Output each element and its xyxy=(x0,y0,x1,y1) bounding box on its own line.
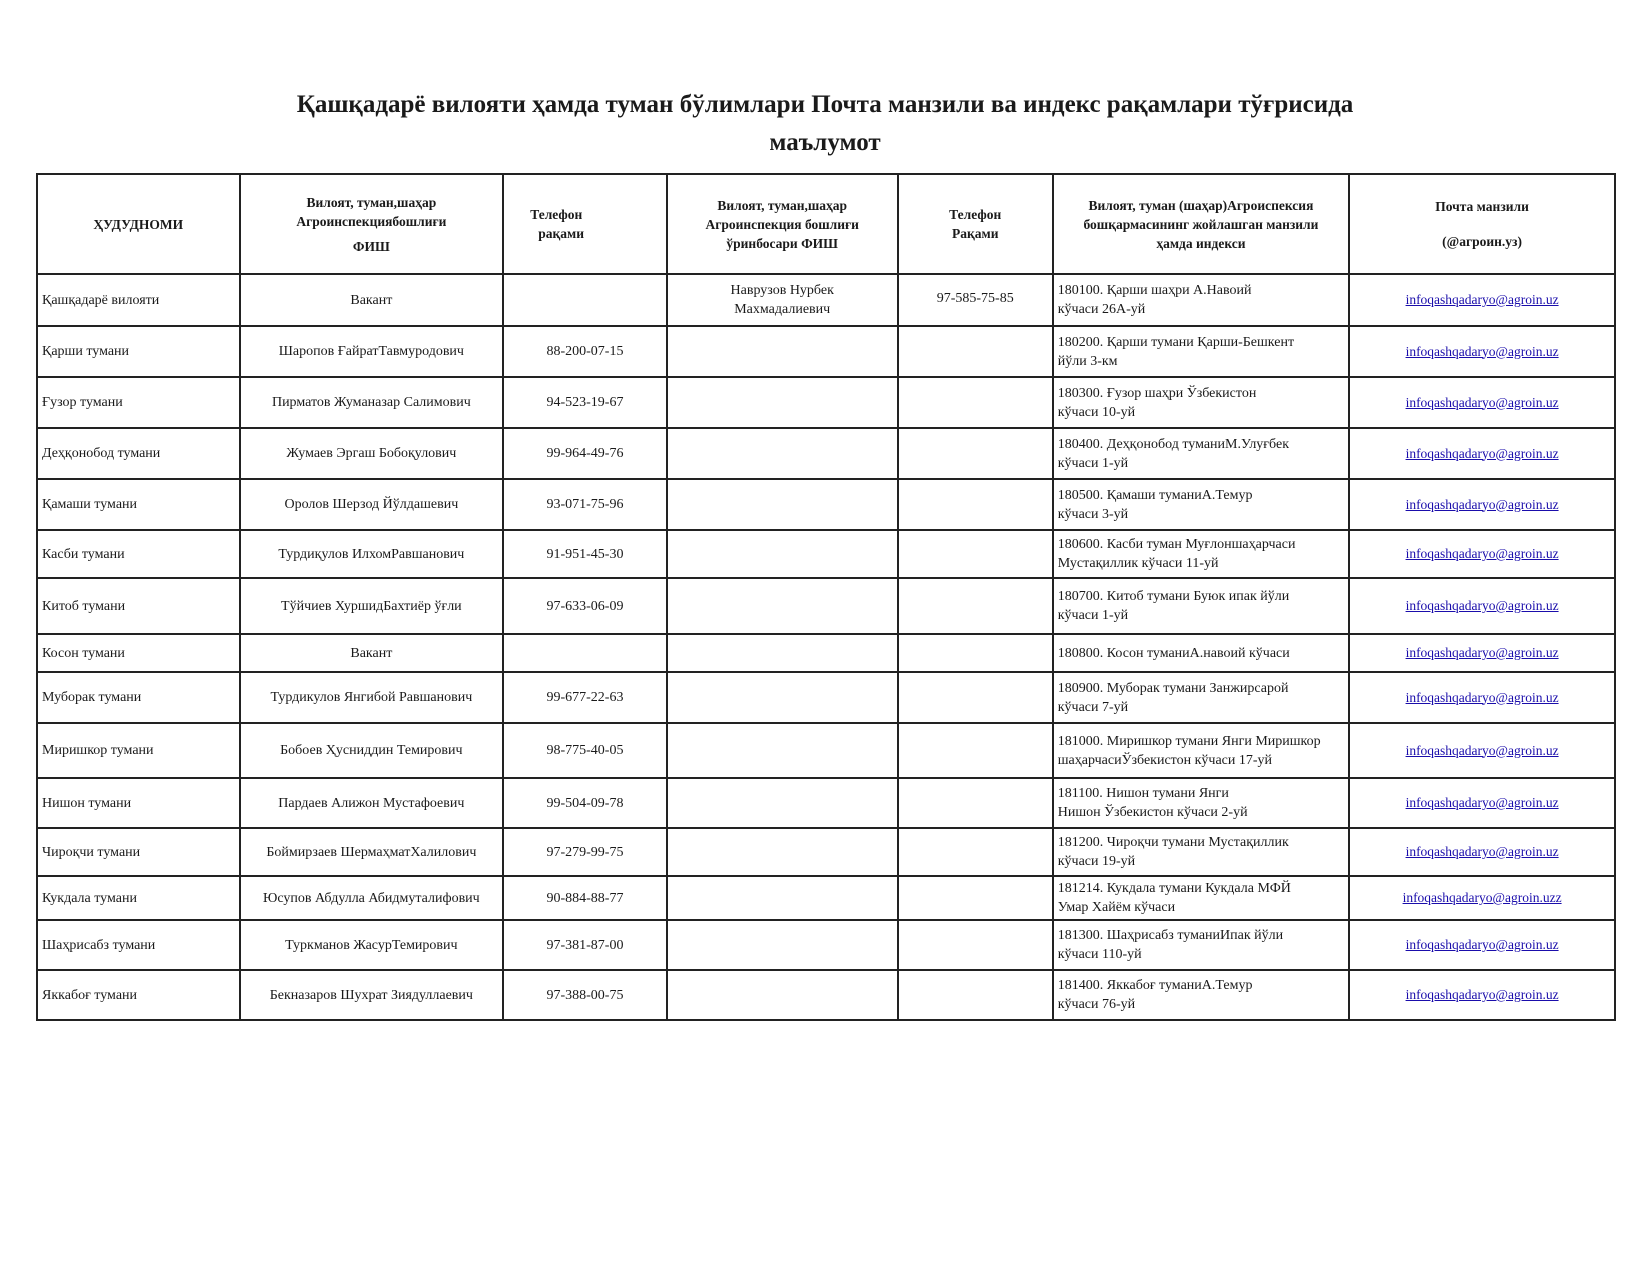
phone-cell xyxy=(503,428,666,479)
header-phone-line1: Телефон xyxy=(530,207,583,222)
region-name: Косон тумани xyxy=(42,645,125,661)
header-deputy-name xyxy=(667,174,898,274)
phone-cell xyxy=(503,876,666,920)
table-row xyxy=(37,672,1615,723)
title-line-1: Қашқадарё вилояти ҳамда туман бўлимлари Почта манзили ва индекс рақамлари тўғрисида xyxy=(296,91,1354,118)
region-cell xyxy=(37,876,240,920)
region-name: Кукдала тумани xyxy=(42,890,137,906)
address-cell xyxy=(1053,326,1349,377)
head-name-cell xyxy=(240,274,504,326)
address-line2: кўчаси 26А-уй xyxy=(1057,302,1146,317)
phone-cell xyxy=(503,672,666,723)
header-phone2-line1: Телефон xyxy=(949,207,1002,222)
region-name: Қамаши тумани xyxy=(42,497,138,512)
address-line1: 181100. Нишон тумани Янги xyxy=(1057,786,1229,801)
title-line-2: маълумот xyxy=(769,129,881,156)
deputy-name-cell xyxy=(667,634,898,672)
phone2-cell xyxy=(898,428,1053,479)
deputy-name-cell xyxy=(667,828,898,876)
head-name-cell xyxy=(240,723,504,778)
email-link[interactable]: infoqashqadaryo@agroin.uz xyxy=(1405,546,1559,561)
phone-cell xyxy=(503,920,666,970)
header-post-line1: Почта манзили xyxy=(1435,199,1529,214)
head-name-cell xyxy=(240,970,504,1020)
header-phone-2 xyxy=(898,174,1053,274)
phone-cell xyxy=(503,828,666,876)
address-line2: кўчаси 1-уй xyxy=(1057,455,1129,471)
phone-number: 99-504-09-78 xyxy=(546,795,624,811)
head-name-cell xyxy=(240,578,504,634)
table-header-row xyxy=(37,174,1615,274)
address-line2: шаҳарчасиЎзбекистон кўчаси 17-уй xyxy=(1057,752,1273,768)
region-cell xyxy=(37,634,240,672)
phone-cell xyxy=(503,326,666,377)
head-name-cell xyxy=(240,326,504,377)
phone-cell xyxy=(503,778,666,828)
region-name: Ғузор тумани xyxy=(42,395,123,410)
address-line1: 180300. Ғузор шаҳри Ўзбекистон xyxy=(1057,385,1257,401)
address-cell xyxy=(1053,876,1349,920)
deputy-name-cell xyxy=(667,970,898,1020)
head-name-cell xyxy=(240,530,504,578)
region-name: Шаҳрисабз тумани xyxy=(42,937,156,953)
head-name: Боймирзаев ШермаҳматХалилович xyxy=(266,844,477,860)
document-title xyxy=(0,86,1650,162)
address-cell xyxy=(1053,920,1349,970)
phone-cell xyxy=(503,634,666,672)
region-cell xyxy=(37,428,240,479)
address-cell xyxy=(1053,723,1349,778)
head-name: Туркманов ЖасурТемирович xyxy=(285,937,458,953)
head-name: Пирматов Жуманазар Салимович xyxy=(271,395,471,410)
table-row xyxy=(37,428,1615,479)
email-cell xyxy=(1349,778,1615,828)
header-phone-line2: рақами xyxy=(538,226,584,241)
address-line1: 180400. Деҳқонобод туманиМ.Улуғбек xyxy=(1057,436,1289,452)
address-line2: кўчаси 19-уй xyxy=(1057,854,1136,869)
email-cell xyxy=(1349,274,1615,326)
email-link[interactable]: infoqashqadaryo@agroin.uzz xyxy=(1402,890,1562,905)
address-cell xyxy=(1053,377,1349,428)
phone-number: 97-388-00-75 xyxy=(546,987,624,1003)
address-line1: 180800. Косон туманиА.навоий кўчаси xyxy=(1057,645,1290,661)
phone-number: 99-964-49-76 xyxy=(546,446,624,461)
header-address-line3: ҳамда индекси xyxy=(1156,235,1246,251)
head-name: Жумаев Эргаш Бобоқулович xyxy=(286,446,457,461)
phone2-cell xyxy=(898,723,1053,778)
region-name: Чироқчи тумани xyxy=(42,844,141,860)
phone2-number: 97-585-75-85 xyxy=(936,291,1014,306)
address-cell xyxy=(1053,530,1349,578)
phone-number: 90-884-88-77 xyxy=(546,890,624,906)
phone-number: 99-677-22-63 xyxy=(546,690,624,705)
header-address-line1: Вилоят, туман (шаҳар)Агроиспексия xyxy=(1088,197,1314,213)
region-cell xyxy=(37,672,240,723)
email-link[interactable]: infoqashqadaryo@agroin.uz xyxy=(1405,496,1559,512)
phone-cell xyxy=(503,970,666,1020)
address-cell xyxy=(1053,970,1349,1020)
address-line1: 181400. Яккабоғ туманиА.Темур xyxy=(1057,978,1253,993)
phone-cell xyxy=(503,377,666,428)
address-cell xyxy=(1053,672,1349,723)
table-row xyxy=(37,479,1615,530)
address-line1: 180500. Қамаши туманиА.Темур xyxy=(1057,487,1253,503)
table-row xyxy=(37,723,1615,778)
phone-number: 97-279-99-75 xyxy=(546,844,624,860)
header-head-name xyxy=(240,174,504,274)
address-line1: 180600. Касби туман Муғлоншаҳарчаси xyxy=(1057,537,1296,552)
header-head-line1: Вилоят, туман,шаҳар xyxy=(306,194,437,210)
email-link[interactable]: infoqashqadaryo@agroin.uz xyxy=(1405,937,1559,952)
region-cell xyxy=(37,530,240,578)
region-cell xyxy=(37,970,240,1020)
address-cell xyxy=(1053,634,1349,672)
email-cell xyxy=(1349,828,1615,876)
phone-number: 91-951-45-30 xyxy=(546,546,624,562)
head-name: Юсупов Абдулла Абидмуталифович xyxy=(263,890,480,906)
header-address-line2: бошқармасининг жойлашган манзили xyxy=(1083,216,1319,232)
email-link[interactable]: infoqashqadaryo@agroin.uz xyxy=(1405,844,1559,859)
email-cell xyxy=(1349,326,1615,377)
region-cell xyxy=(37,326,240,377)
deputy-name-cell xyxy=(667,723,898,778)
address-line2: Умар Хайём кўчаси xyxy=(1057,900,1176,915)
deputy-name-cell xyxy=(667,876,898,920)
phone2-cell xyxy=(898,920,1053,970)
region-name: Нишон тумани xyxy=(42,795,132,811)
phone2-cell xyxy=(898,377,1053,428)
phone-number: 93-071-75-96 xyxy=(546,497,624,512)
phone2-cell xyxy=(898,672,1053,723)
deputy-name-cell xyxy=(667,479,898,530)
address-line1: 180200. Қарши тумани Қарши-Бешкент xyxy=(1057,334,1295,350)
phone2-cell xyxy=(898,530,1053,578)
address-line2: кўчаси 1-уй xyxy=(1057,608,1129,623)
phone-number: 88-200-07-15 xyxy=(546,344,624,359)
region-name: Муборак тумани xyxy=(42,690,142,705)
email-link[interactable]: infoqashqadaryo@agroin.uz xyxy=(1405,987,1559,1002)
address-cell xyxy=(1053,274,1349,326)
header-phone2-line2: Рақами xyxy=(951,226,999,241)
region-cell xyxy=(37,479,240,530)
email-cell xyxy=(1349,672,1615,723)
table-row xyxy=(37,920,1615,970)
email-cell xyxy=(1349,428,1615,479)
address-line2: кўчаси 7-уй xyxy=(1057,699,1129,715)
head-name: Турдиқулов ИлхомРавшанович xyxy=(278,546,465,562)
table-row xyxy=(37,970,1615,1020)
address-line1: 181000. Миришкор тумани Янги Миришкор xyxy=(1057,733,1321,749)
header-post-line2: (@агроин.уз) xyxy=(1442,234,1522,249)
head-name: Турдикулов Янгибой Равшанович xyxy=(270,690,473,705)
phone-number: 97-633-06-09 xyxy=(546,598,624,614)
address-line2: кўчаси 10-уй xyxy=(1057,404,1136,420)
email-link[interactable]: infoqashqadaryo@agroin.uz xyxy=(1405,598,1559,613)
deputy-name-cell xyxy=(667,377,898,428)
header-head-line3: ФИШ xyxy=(352,238,390,254)
header-deputy-line1: Вилоят, туман,шаҳар xyxy=(717,197,848,213)
table-row xyxy=(37,530,1615,578)
deputy-name-cell xyxy=(667,428,898,479)
phone2-cell xyxy=(898,970,1053,1020)
header-phone xyxy=(503,174,666,274)
phone-cell xyxy=(503,530,666,578)
region-cell xyxy=(37,920,240,970)
table-body xyxy=(37,274,1615,1020)
deputy-name-cell xyxy=(667,778,898,828)
email-cell xyxy=(1349,530,1615,578)
region-cell xyxy=(37,274,240,326)
deputy-name-line2: Махмадалиевич xyxy=(734,302,831,317)
phone-cell xyxy=(503,723,666,778)
address-cell xyxy=(1053,428,1349,479)
header-deputy-line3: ўринбосари ФИШ xyxy=(726,235,839,251)
header-region-label: ҲУДУДНОМИ xyxy=(93,216,184,232)
phone2-cell xyxy=(898,634,1053,672)
email-link[interactable]: infoqashqadaryo@agroin.uz xyxy=(1405,689,1559,705)
deputy-name-cell xyxy=(667,672,898,723)
header-post-address xyxy=(1349,174,1615,274)
head-name-cell xyxy=(240,377,504,428)
offices-table xyxy=(36,173,1616,1021)
address-cell xyxy=(1053,578,1349,634)
phone-cell xyxy=(503,274,666,326)
head-name: Бобоев Ҳусниддин Темирович xyxy=(280,743,463,758)
email-link[interactable]: infoqashqadaryo@agroin.uz xyxy=(1405,445,1559,461)
region-cell xyxy=(37,828,240,876)
region-cell xyxy=(37,778,240,828)
head-name-cell xyxy=(240,828,504,876)
header-address xyxy=(1053,174,1349,274)
table-row xyxy=(37,778,1615,828)
deputy-name-cell xyxy=(667,326,898,377)
phone2-cell xyxy=(898,274,1053,326)
head-name-cell xyxy=(240,920,504,970)
head-name-cell xyxy=(240,634,504,672)
head-name: Вакант xyxy=(350,292,393,308)
email-link[interactable]: infoqashqadaryo@agroin.uz xyxy=(1405,292,1559,307)
email-link[interactable]: infoqashqadaryo@agroin.uz xyxy=(1405,795,1559,810)
region-name: Қашқадарё вилояти xyxy=(42,292,160,308)
address-line2: кўчаси 110-уй xyxy=(1057,947,1142,962)
address-line2: кўчаси 3-уй xyxy=(1057,506,1129,522)
table-row xyxy=(37,274,1615,326)
table-row xyxy=(37,828,1615,876)
email-cell xyxy=(1349,920,1615,970)
address-line1: 181200. Чироқчи тумани Мустақиллик xyxy=(1057,835,1289,850)
phone2-cell xyxy=(898,578,1053,634)
address-line1: 180100. Қарши шаҳри А.Навоий xyxy=(1057,283,1252,298)
address-line2: Нишон Ўзбекистон кўчаси 2-уй xyxy=(1057,805,1248,820)
table-row xyxy=(37,876,1615,920)
head-name: Бекназаров Шухрат Зиядуллаевич xyxy=(269,987,473,1003)
email-cell xyxy=(1349,479,1615,530)
address-line2: Мустақиллик кўчаси 11-уй xyxy=(1057,556,1219,571)
region-name: Миришкор тумани xyxy=(42,743,154,758)
address-line1: 180700. Китоб тумани Буюк ипак йўли xyxy=(1057,589,1290,604)
email-cell xyxy=(1349,723,1615,778)
email-link[interactable]: infoqashqadaryo@agroin.uz xyxy=(1405,742,1559,758)
address-line1: 180900. Муборак тумани Занжирсарой xyxy=(1057,680,1289,696)
email-cell xyxy=(1349,970,1615,1020)
table-row xyxy=(37,634,1615,672)
head-name-cell xyxy=(240,479,504,530)
deputy-name-line1: Наврузов Нурбек xyxy=(730,283,834,298)
deputy-name-cell xyxy=(667,920,898,970)
region-name: Деҳқонобод тумани xyxy=(42,446,161,461)
phone-number: 97-381-87-00 xyxy=(546,937,624,953)
head-name-cell xyxy=(240,778,504,828)
head-name-cell xyxy=(240,428,504,479)
region-name: Яккабоғ тумани xyxy=(42,987,138,1003)
phone2-cell xyxy=(898,326,1053,377)
head-name: Пардаев Алижон Мустафоевич xyxy=(278,795,465,811)
address-cell xyxy=(1053,778,1349,828)
header-deputy-line2: Агроинспекция бошлиғи xyxy=(705,216,859,232)
email-link[interactable]: infoqashqadaryo@agroin.uz xyxy=(1405,343,1559,359)
head-name-cell xyxy=(240,876,504,920)
phone2-cell xyxy=(898,479,1053,530)
region-name: Китоб тумани xyxy=(42,598,126,614)
header-region xyxy=(37,174,240,274)
table-row xyxy=(37,578,1615,634)
address-line1: 181214. Кукдала тумани Кукдала МФЙ xyxy=(1057,881,1291,896)
head-name: Оролов Шерзод Йўлдашевич xyxy=(284,497,459,512)
phone2-cell xyxy=(898,778,1053,828)
email-cell xyxy=(1349,377,1615,428)
head-name: Вакант xyxy=(350,645,393,661)
phone-cell xyxy=(503,578,666,634)
address-line2: кўчаси 76-уй xyxy=(1057,997,1136,1012)
address-line1: 181300. Шаҳрисабз туманиИпак йўли xyxy=(1057,928,1284,943)
deputy-name-cell xyxy=(667,530,898,578)
region-name: Қарши тумани xyxy=(42,344,130,359)
email-cell xyxy=(1349,578,1615,634)
head-name-cell xyxy=(240,672,504,723)
email-cell xyxy=(1349,634,1615,672)
region-cell xyxy=(37,578,240,634)
header-head-line2: Агроинспекциябошлиғи xyxy=(296,213,447,229)
region-cell xyxy=(37,723,240,778)
phone2-cell xyxy=(898,828,1053,876)
address-cell xyxy=(1053,828,1349,876)
phone2-cell xyxy=(898,876,1053,920)
phone-number: 94-523-19-67 xyxy=(546,395,624,410)
table-row xyxy=(37,326,1615,377)
phone-number: 98-775-40-05 xyxy=(546,743,624,758)
region-cell xyxy=(37,377,240,428)
deputy-name-cell xyxy=(667,274,898,326)
address-cell xyxy=(1053,479,1349,530)
email-link[interactable]: infoqashqadaryo@agroin.uz xyxy=(1405,645,1559,660)
deputy-name-cell xyxy=(667,578,898,634)
email-cell xyxy=(1349,876,1615,920)
head-name: Тўйчиев ХуршидБахтиёр ўғли xyxy=(281,598,462,614)
address-line2: йўли 3-км xyxy=(1057,353,1118,369)
head-name: Шаропов ҒайратТавмуродович xyxy=(278,344,464,359)
phone-cell xyxy=(503,479,666,530)
table-row xyxy=(37,377,1615,428)
region-name: Касби тумани xyxy=(42,546,125,562)
email-link[interactable]: infoqashqadaryo@agroin.uz xyxy=(1405,394,1559,410)
